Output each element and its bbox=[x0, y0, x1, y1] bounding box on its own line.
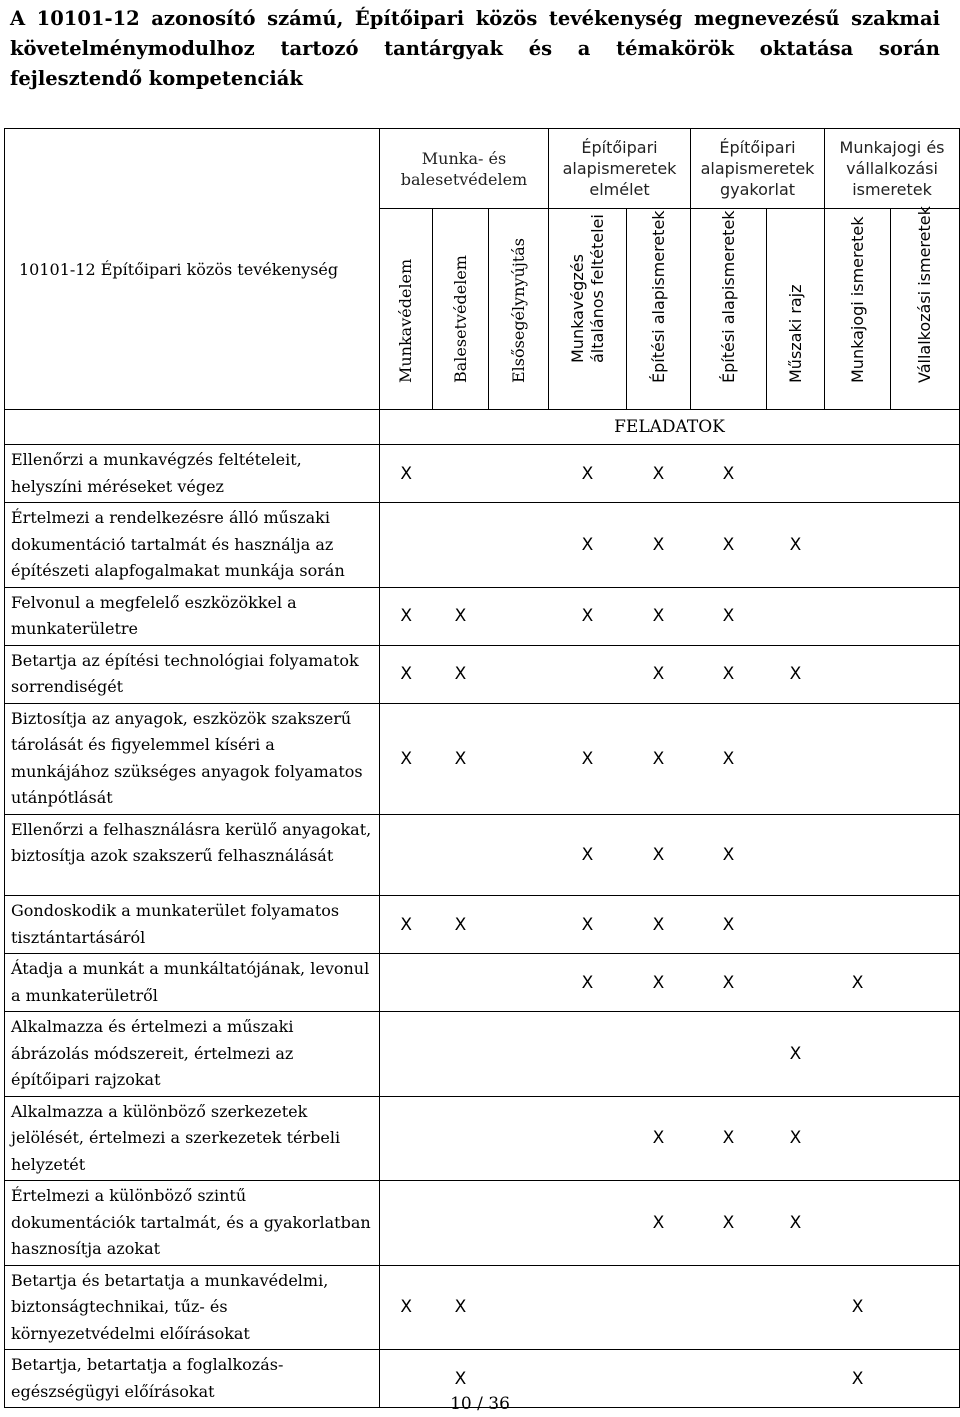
mark-cell: X bbox=[627, 445, 691, 503]
subject-column-3 bbox=[549, 209, 627, 410]
mark-cell bbox=[489, 445, 549, 503]
mark-cell: X bbox=[549, 814, 627, 896]
mark-cell: X bbox=[627, 1096, 691, 1181]
module-title: 10101-12 Építőipari közös tevékenység bbox=[5, 129, 380, 410]
mark-cell bbox=[489, 645, 549, 703]
mark-cell bbox=[380, 954, 433, 1012]
mark-cell: X bbox=[627, 703, 691, 814]
mark-cell bbox=[825, 814, 891, 896]
mark-cell bbox=[489, 503, 549, 588]
mark-cell: X bbox=[380, 703, 433, 814]
mark-cell bbox=[891, 587, 960, 645]
mark-cell bbox=[489, 1265, 549, 1350]
header-group-row bbox=[5, 129, 960, 209]
subject-label-line: általános feltételei bbox=[587, 214, 607, 363]
subject-column-2 bbox=[489, 209, 549, 410]
mark-cell bbox=[767, 814, 825, 896]
task-text: Ellenőrzi a felhasználásra kerülő anyagokat, biztosítja azok szakszerű felhasználását bbox=[5, 814, 380, 896]
mark-cell: X bbox=[691, 703, 767, 814]
mark-cell bbox=[825, 645, 891, 703]
mark-cell: X bbox=[433, 1265, 489, 1350]
mark-cell bbox=[433, 1096, 489, 1181]
mark-cell bbox=[489, 1012, 549, 1097]
task-text: Értelmezi a különböző szintű dokumentációk tartalmát, és a gyakorlatban hasznosítja azokat bbox=[5, 1181, 380, 1266]
mark-cell: X bbox=[627, 645, 691, 703]
mark-cell: X bbox=[691, 503, 767, 588]
mark-cell bbox=[891, 1265, 960, 1350]
mark-cell bbox=[767, 954, 825, 1012]
mark-cell bbox=[489, 954, 549, 1012]
mark-cell bbox=[549, 1096, 627, 1181]
mark-cell bbox=[549, 1012, 627, 1097]
mark-cell: X bbox=[433, 896, 489, 954]
mark-cell: X bbox=[549, 587, 627, 645]
mark-cell: X bbox=[549, 703, 627, 814]
mark-cell bbox=[380, 1181, 433, 1266]
mark-cell bbox=[433, 954, 489, 1012]
subject-label: Elsősegélynyújtás bbox=[508, 238, 528, 383]
task-text: Értelmezi a rendelkezésre álló műszaki dokumentáció tartalmát és használja az építészeti alapfogalmakat munkája során bbox=[5, 503, 380, 588]
mark-cell: X bbox=[627, 503, 691, 588]
mark-cell: X bbox=[549, 503, 627, 588]
mark-cell bbox=[825, 1012, 891, 1097]
mark-cell bbox=[825, 703, 891, 814]
task-text: Alkalmazza és értelmezi a műszaki ábrázolás módszereit, értelmezi az építőipari rajzokat bbox=[5, 1012, 380, 1097]
subject-label-line: Munkavégzés bbox=[567, 254, 587, 363]
mark-cell bbox=[891, 1012, 960, 1097]
mark-cell: X bbox=[433, 587, 489, 645]
tasks-header: FELADATOK bbox=[380, 410, 960, 445]
mark-cell bbox=[433, 1181, 489, 1266]
table-row bbox=[5, 896, 960, 954]
mark-cell: X bbox=[691, 896, 767, 954]
task-text: Betartja, betartatja a foglalkozás-egészségügyi előírásokat bbox=[5, 1350, 380, 1408]
mark-cell bbox=[549, 1265, 627, 1350]
table-row bbox=[5, 1181, 960, 1266]
mark-cell bbox=[891, 814, 960, 896]
mark-cell: X bbox=[627, 587, 691, 645]
subject-group-0: Munka- és balesetvédelem bbox=[380, 129, 549, 209]
tasks-header-row bbox=[5, 410, 960, 445]
task-text: Betartja és betartatja a munkavédelmi, biztonságtechnikai, tűz- és környezetvédelmi előírásokat bbox=[5, 1265, 380, 1350]
mark-cell: X bbox=[380, 445, 433, 503]
subject-label: Balesetvédelem bbox=[450, 255, 470, 383]
page-heading: A 10101-12 azonosító számú, Építőipari közös tevékenység megnevezésű szakmai követelménymodulhoz tartozó tantárgyak és a témakörök oktatása során fejlesztendő kompetenciák bbox=[10, 7, 940, 90]
table-row bbox=[5, 587, 960, 645]
mark-cell bbox=[767, 445, 825, 503]
mark-cell: X bbox=[627, 896, 691, 954]
task-text: Biztosítja az anyagok, eszközök szakszerű tárolását és figyelemmel kíséri a munkájához szükséges anyagok folyamatos utánpótlását bbox=[5, 703, 380, 814]
mark-cell bbox=[825, 445, 891, 503]
table-row bbox=[5, 814, 960, 896]
mark-cell bbox=[489, 814, 549, 896]
mark-cell: X bbox=[691, 814, 767, 896]
subject-column-0 bbox=[380, 209, 433, 410]
mark-cell: X bbox=[825, 954, 891, 1012]
mark-cell bbox=[433, 1012, 489, 1097]
mark-cell bbox=[767, 896, 825, 954]
mark-cell bbox=[891, 503, 960, 588]
table-row bbox=[5, 954, 960, 1012]
mark-cell: X bbox=[433, 703, 489, 814]
subject-label: Építési alapismeretek bbox=[648, 210, 668, 383]
mark-cell bbox=[691, 1012, 767, 1097]
mark-cell: X bbox=[627, 814, 691, 896]
mark-cell: X bbox=[767, 645, 825, 703]
subject-label: Vállalkozási ismeretek bbox=[915, 206, 935, 383]
mark-cell bbox=[489, 1181, 549, 1266]
mark-cell bbox=[825, 1181, 891, 1266]
subject-group-2: Építőipari alapismeretek gyakorlat bbox=[691, 129, 825, 209]
table-row bbox=[5, 645, 960, 703]
table-row bbox=[5, 1265, 960, 1350]
subject-column-6 bbox=[767, 209, 825, 410]
mark-cell bbox=[767, 587, 825, 645]
mark-cell bbox=[380, 1096, 433, 1181]
mark-cell: X bbox=[767, 1012, 825, 1097]
task-text: Átadja a munkát a munkáltatójának, levonul a munkaterületről bbox=[5, 954, 380, 1012]
subject-column-8 bbox=[891, 206, 960, 410]
subject-label: Műszaki rajz bbox=[785, 284, 805, 383]
mark-cell bbox=[380, 503, 433, 588]
mark-cell bbox=[891, 896, 960, 954]
mark-cell: X bbox=[691, 1096, 767, 1181]
mark-cell bbox=[433, 503, 489, 588]
competency-table bbox=[4, 128, 960, 1408]
page-number: 10 / 36 bbox=[450, 1394, 510, 1414]
mark-cell bbox=[380, 814, 433, 896]
mark-cell: X bbox=[433, 1350, 489, 1408]
subject-column-7 bbox=[825, 209, 891, 410]
task-text: Alkalmazza a különböző szerkezetek jelölését, értelmezi a szerkezetek térbeli helyzetét bbox=[5, 1096, 380, 1181]
mark-cell bbox=[891, 703, 960, 814]
mark-cell: X bbox=[380, 587, 433, 645]
mark-cell bbox=[489, 1096, 549, 1181]
mark-cell: X bbox=[380, 1265, 433, 1350]
mark-cell bbox=[489, 896, 549, 954]
subject-column-5 bbox=[691, 209, 767, 410]
task-text: Gondoskodik a munkaterület folyamatos tisztántartásáról bbox=[5, 896, 380, 954]
mark-cell bbox=[891, 445, 960, 503]
subject-label bbox=[568, 214, 608, 363]
subject-column-4 bbox=[627, 209, 691, 410]
mark-cell: X bbox=[627, 1181, 691, 1266]
mark-cell bbox=[891, 1096, 960, 1181]
mark-cell: X bbox=[549, 954, 627, 1012]
table-row bbox=[5, 503, 960, 588]
mark-cell bbox=[627, 1265, 691, 1350]
mark-cell bbox=[825, 1096, 891, 1181]
mark-cell bbox=[549, 645, 627, 703]
mark-cell bbox=[549, 1181, 627, 1266]
mark-cell bbox=[489, 587, 549, 645]
subject-group-3: Munkajogi és vállalkozási ismeretek bbox=[825, 129, 960, 209]
subject-label: Munkajogi ismeretek bbox=[847, 216, 867, 383]
mark-cell bbox=[825, 896, 891, 954]
mark-cell bbox=[691, 1265, 767, 1350]
mark-cell bbox=[380, 1012, 433, 1097]
mark-cell: X bbox=[825, 1350, 891, 1408]
mark-cell bbox=[433, 445, 489, 503]
mark-cell: X bbox=[691, 954, 767, 1012]
mark-cell bbox=[489, 703, 549, 814]
mark-cell bbox=[767, 1265, 825, 1350]
mark-cell: X bbox=[691, 445, 767, 503]
mark-cell: X bbox=[380, 645, 433, 703]
mark-cell bbox=[825, 503, 891, 588]
mark-cell bbox=[825, 587, 891, 645]
mark-cell bbox=[891, 954, 960, 1012]
table-row bbox=[5, 703, 960, 814]
mark-cell bbox=[627, 1012, 691, 1097]
mark-cell: X bbox=[691, 645, 767, 703]
table-row bbox=[5, 445, 960, 503]
table-row bbox=[5, 1012, 960, 1097]
mark-cell bbox=[433, 814, 489, 896]
subject-label: Építési alapismeretek bbox=[718, 210, 738, 383]
mark-cell: X bbox=[691, 587, 767, 645]
task-text: Betartja az építési technológiai folyamatok sorrendiségét bbox=[5, 645, 380, 703]
mark-cell: X bbox=[627, 954, 691, 1012]
mark-cell: X bbox=[380, 896, 433, 954]
mark-cell bbox=[767, 703, 825, 814]
mark-cell bbox=[891, 1181, 960, 1266]
task-text: Felvonul a megfelelő eszközökkel a munkaterületre bbox=[5, 587, 380, 645]
subject-group-1: Építőipari alapismeretek elmélet bbox=[549, 129, 691, 209]
task-text: Ellenőrzi a munkavégzés feltételeit, helyszíni méréseket végez bbox=[5, 445, 380, 503]
subject-column-1 bbox=[433, 209, 489, 410]
mark-cell: X bbox=[691, 1181, 767, 1266]
mark-cell: X bbox=[549, 896, 627, 954]
mark-cell bbox=[891, 645, 960, 703]
mark-cell: X bbox=[825, 1265, 891, 1350]
mark-cell: X bbox=[767, 1096, 825, 1181]
mark-cell: X bbox=[549, 445, 627, 503]
mark-cell: X bbox=[767, 1181, 825, 1266]
table-row bbox=[5, 1096, 960, 1181]
subject-label: Munkavédelem bbox=[396, 258, 415, 383]
tasks-header-blank bbox=[5, 410, 380, 445]
mark-cell: X bbox=[767, 503, 825, 588]
mark-cell: X bbox=[433, 645, 489, 703]
